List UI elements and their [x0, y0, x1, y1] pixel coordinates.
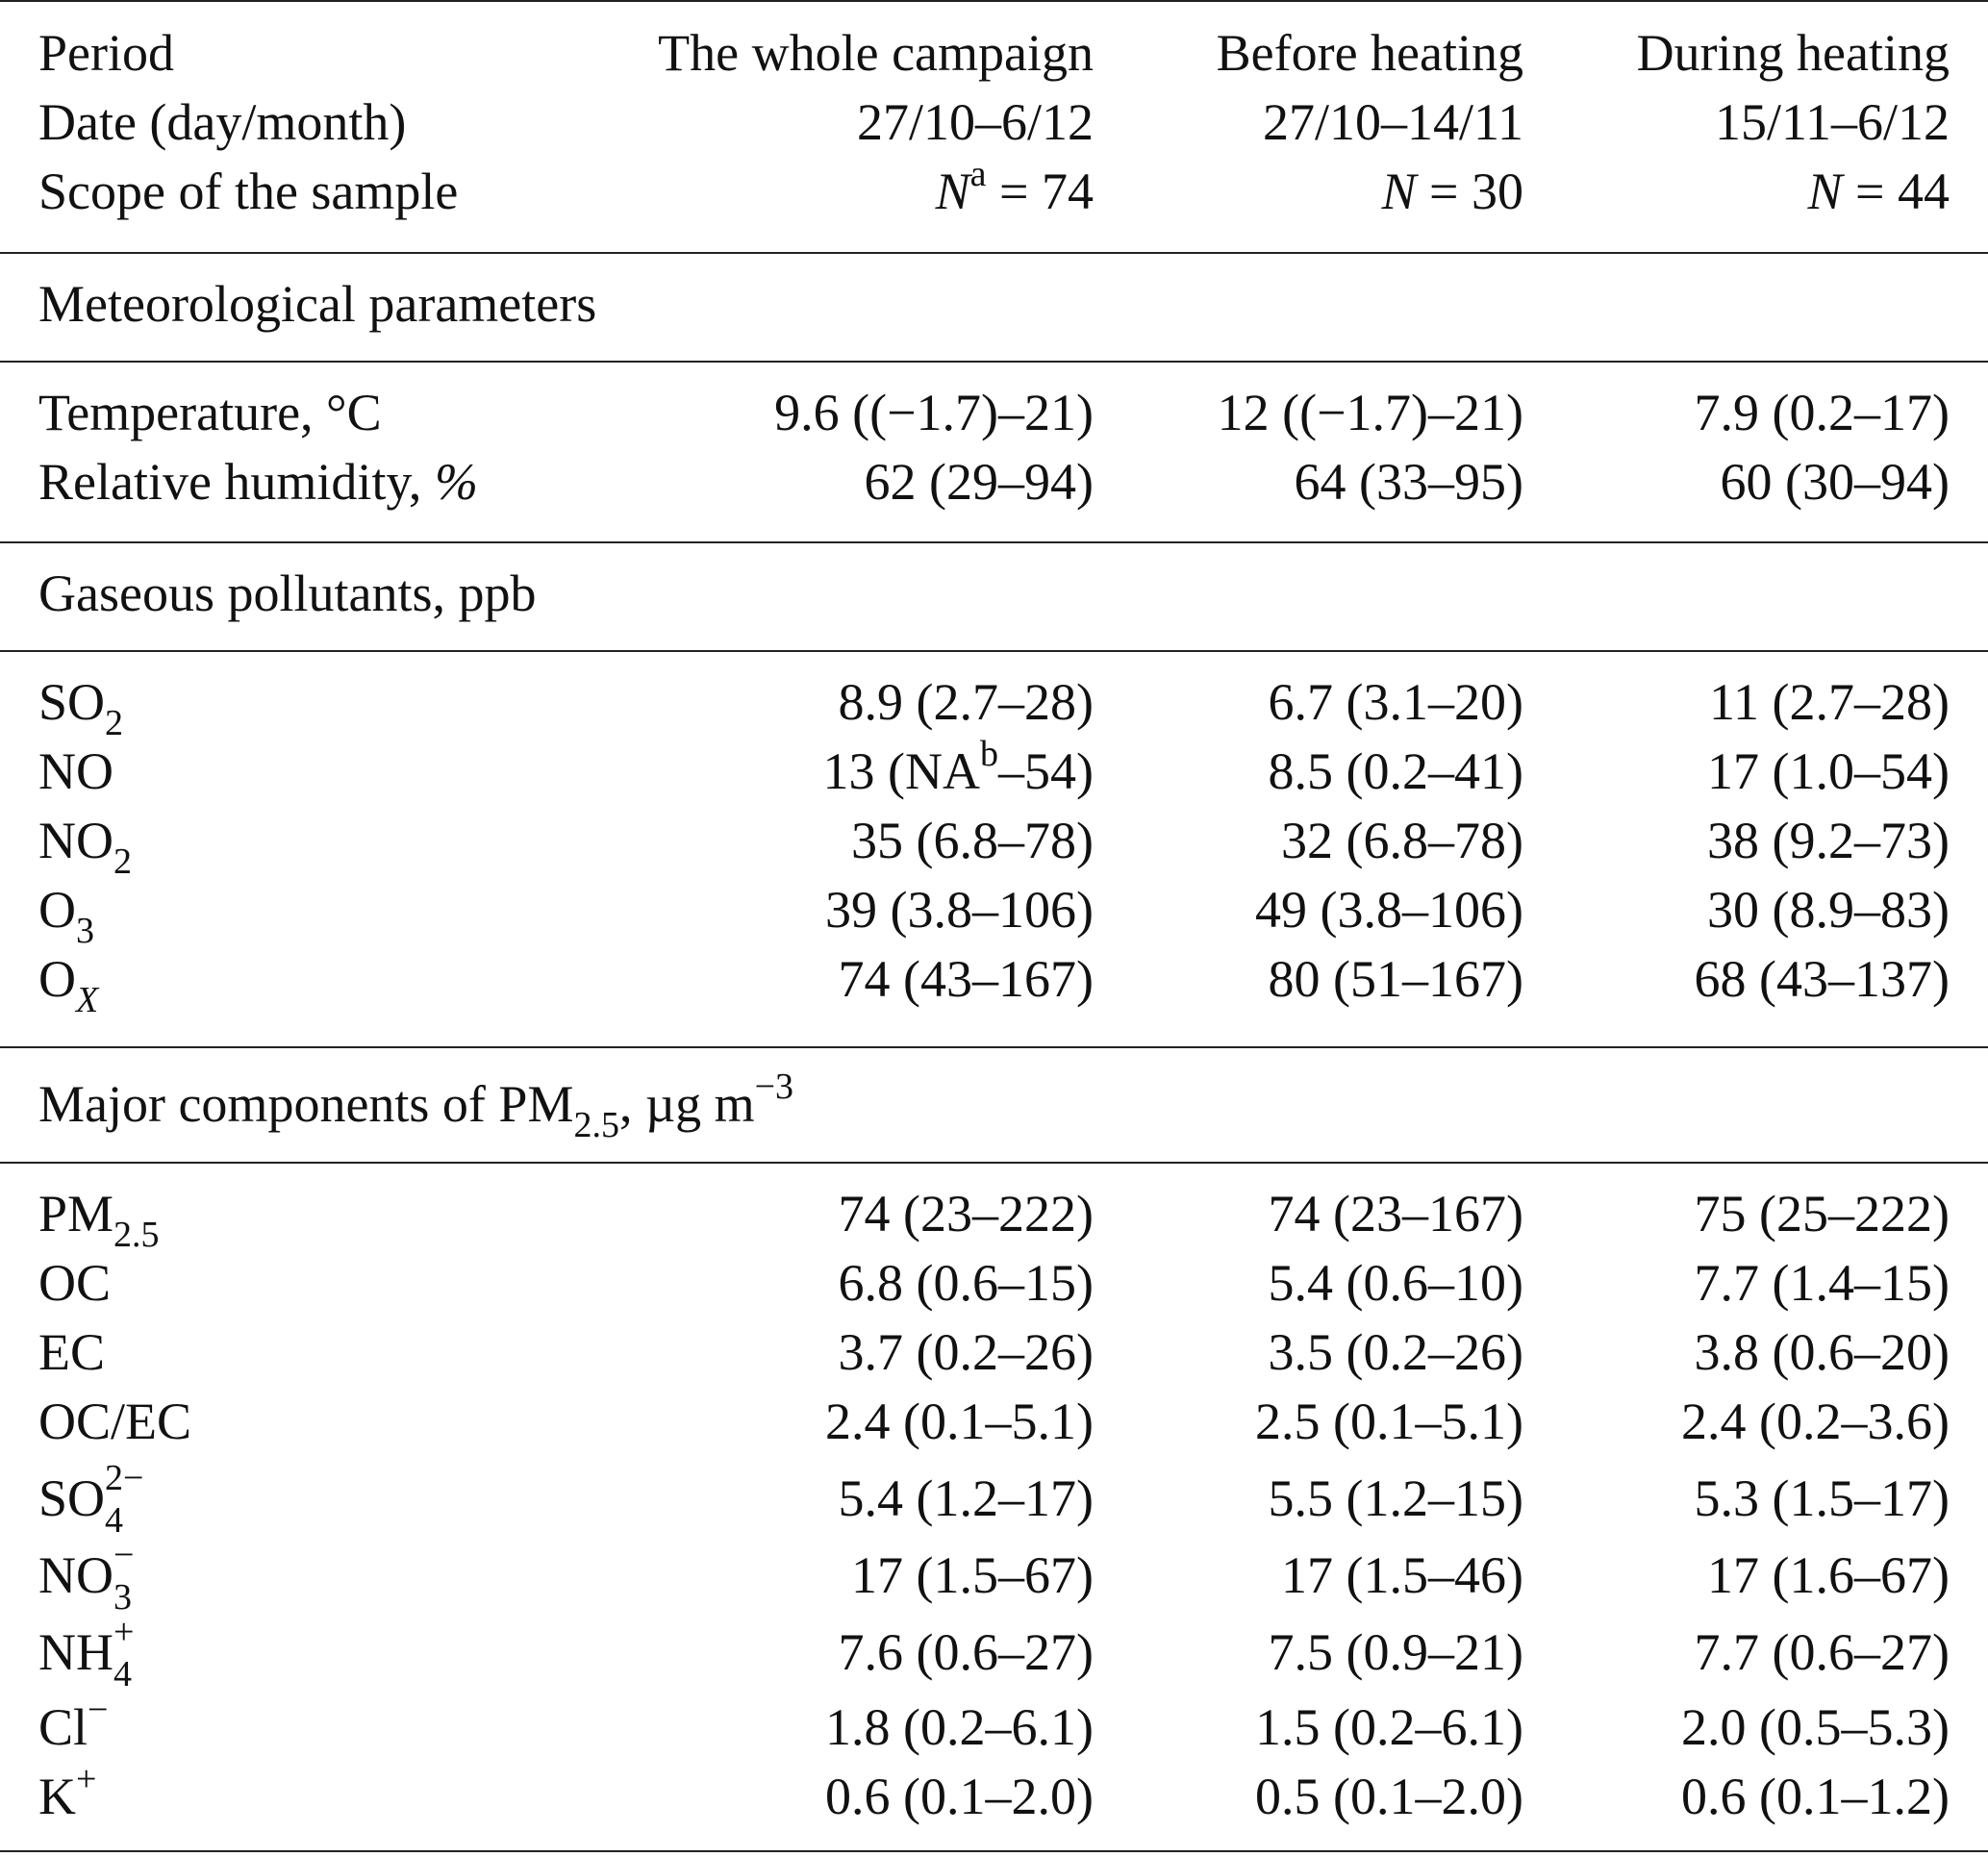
table-row-ox: [0, 944, 1988, 1020]
table-row-ec: [0, 1317, 1988, 1387]
table-row-no2: [0, 806, 1988, 882]
cell-whole: 62 (29–94): [864, 453, 1094, 511]
cell-whole: 35 (6.8–78): [851, 812, 1094, 869]
sample-size-symbol: N: [1807, 163, 1843, 220]
cell-whole: [822, 734, 1094, 806]
row-label: [38, 1179, 160, 1255]
formula-charge-index: [113, 1535, 142, 1618]
cell-before: 74 (23–167): [1268, 1185, 1523, 1242]
row-label: [38, 1535, 142, 1618]
section-rule: [0, 1162, 1988, 1164]
cell-before: 49 (3.8–106): [1255, 881, 1523, 939]
cell-text: 13 (NA: [822, 742, 981, 800]
header-row-scope: [0, 154, 1988, 226]
formula-superscript: −: [113, 1535, 135, 1575]
formula-base: K: [38, 1768, 76, 1825]
table-row-k: [0, 1759, 1988, 1831]
formula-subscript: 3: [76, 911, 94, 951]
table-row-pm25: [0, 1179, 1988, 1255]
cell-during: 5.3 (1.5–17): [1694, 1469, 1950, 1527]
section-title-text: [38, 1067, 794, 1145]
row-label: [38, 1759, 97, 1831]
table-row-cl: [0, 1690, 1988, 1762]
formula-base: PM: [38, 1185, 114, 1242]
cell-during: 30 (8.9–83): [1707, 881, 1950, 939]
cell-whole: 3.7 (0.2–26): [838, 1323, 1094, 1381]
cell-whole: 1.8 (0.2–6.1): [825, 1698, 1094, 1756]
section-title-text: Meteorological parameters: [38, 275, 597, 333]
cell-whole: 17 (1.5–67): [851, 1546, 1094, 1604]
table-row-so4: [0, 1458, 1988, 1541]
row-label: [38, 875, 94, 951]
header-period-label: Period: [38, 24, 174, 82]
cell-before: 1.5 (0.2–6.1): [1255, 1698, 1523, 1756]
cell-during: 7.7 (1.4–15): [1694, 1254, 1950, 1312]
sample-size-value: = 30: [1416, 163, 1523, 220]
header-period-whole: The whole campaign: [658, 24, 1094, 82]
formula-superscript: +: [76, 1759, 97, 1799]
cell-during: 17 (1.6–67): [1707, 1546, 1950, 1604]
section-title-pm25: [0, 1067, 1988, 1145]
formula-base: Cl: [38, 1698, 88, 1756]
section-rule: [0, 541, 1988, 543]
cell-before: 12 ((−1.7)–21): [1217, 384, 1523, 441]
header-row-date: [0, 88, 1988, 157]
cell-whole: 0.6 (0.1–2.0): [825, 1768, 1094, 1825]
table-bottom-rule: [0, 1850, 1988, 1852]
cell-before: 7.5 (0.9–21): [1268, 1623, 1523, 1681]
row-label: [38, 667, 124, 743]
footnote-marker-b: b: [980, 734, 999, 774]
row-label: OC: [38, 1254, 112, 1312]
cell-during: 2.0 (0.5–5.3): [1681, 1698, 1950, 1756]
header-date-whole: 27/10–6/12: [856, 93, 1094, 151]
section-title-gaseous: [0, 559, 1988, 628]
cell-before: 32 (6.8–78): [1281, 812, 1523, 869]
cell-during: 7.7 (0.6–27): [1694, 1623, 1950, 1681]
section-title-text: Gaseous pollutants, ppb: [38, 565, 537, 622]
header-row-period: [0, 18, 1988, 88]
table-row-nh4: [0, 1612, 1988, 1694]
table-row-oc: [0, 1248, 1988, 1317]
row-label: [38, 1612, 142, 1694]
header-date-label: Date (day/month): [38, 93, 407, 151]
section-rule: [0, 1046, 1988, 1048]
formula-base: O: [38, 950, 76, 1008]
cell-during: 0.6 (0.1–1.2): [1681, 1768, 1950, 1825]
formula-subscript: 3: [113, 1577, 132, 1618]
row-label-unit: %: [434, 453, 478, 511]
header-date-before: 27/10–14/11: [1262, 93, 1523, 151]
row-label: [38, 1458, 163, 1541]
cell-whole: 9.6 ((−1.7)–21): [774, 384, 1094, 441]
cell-during: 11 (2.7–28): [1709, 673, 1950, 731]
sample-size-symbol: N: [1381, 163, 1417, 220]
table-row-no3: [0, 1535, 1988, 1618]
row-label: [38, 447, 478, 516]
cell-whole: 8.9 (2.7–28): [838, 673, 1094, 731]
cell-during: 60 (30–94): [1720, 453, 1950, 511]
section-title-superscript: −3: [754, 1067, 794, 1107]
cell-whole: 74 (43–167): [838, 950, 1094, 1008]
cell-during: 2.4 (0.2–3.6): [1681, 1393, 1950, 1450]
cell-before: 8.5 (0.2–41): [1268, 742, 1523, 800]
section-title-part: Major components of PM: [38, 1075, 574, 1133]
cell-whole: 74 (23–222): [838, 1185, 1094, 1242]
sample-size-value: = 74: [986, 163, 1094, 220]
formula-subscript: 2.5: [113, 1215, 160, 1255]
cell-during: 3.8 (0.6–20): [1694, 1323, 1950, 1381]
formula-base: SO: [38, 673, 106, 731]
cell-during: 68 (43–137): [1694, 950, 1950, 1008]
header-bottom-rule: [0, 252, 1988, 254]
section-rule: [0, 361, 1988, 363]
formula-superscript: +: [113, 1612, 135, 1652]
cell-before: 2.5 (0.1–5.1): [1255, 1393, 1523, 1450]
table-top-rule: [0, 0, 1988, 2]
formula-charge-index: [113, 1612, 142, 1694]
cell-during: 7.9 (0.2–17): [1694, 384, 1950, 441]
row-label: OC/EC: [38, 1393, 192, 1450]
cell-before: 17 (1.5–46): [1281, 1546, 1523, 1604]
cell-before: 6.7 (3.1–20): [1268, 673, 1523, 731]
formula-subscript: X: [76, 980, 99, 1020]
cell-during: 17 (1.0–54): [1707, 742, 1950, 800]
sample-size-value: = 44: [1842, 163, 1950, 220]
cell-before: 80 (51–167): [1268, 950, 1523, 1008]
table-row-so2: [0, 667, 1988, 743]
formula-base: NO: [38, 812, 113, 869]
table-row-no: [0, 734, 1988, 806]
cell-text: –54): [998, 742, 1094, 800]
row-label-text: Relative humidity,: [38, 453, 435, 511]
header-period-during: During heating: [1636, 24, 1950, 82]
formula-subscript: 2: [113, 841, 132, 882]
row-label: [38, 806, 132, 882]
table-row-oc-ec: [0, 1387, 1988, 1456]
header-scope-whole: [935, 154, 1094, 226]
formula-subscript: 4: [105, 1500, 124, 1541]
footnote-marker-a: a: [969, 154, 987, 194]
formula-superscript: 2−: [105, 1458, 144, 1498]
cell-whole: 2.4 (0.1–5.1): [825, 1393, 1094, 1450]
formula-base: O: [38, 881, 76, 939]
header-scope-during: [1808, 157, 1950, 226]
cell-during: 75 (25–222): [1694, 1185, 1950, 1242]
cell-before: 5.5 (1.2–15): [1268, 1469, 1523, 1527]
header-date-during: 15/11–6/12: [1714, 93, 1950, 151]
row-label: EC: [38, 1323, 106, 1381]
cell-whole: 6.8 (0.6–15): [838, 1254, 1094, 1312]
table-row-o3: [0, 875, 1988, 951]
row-label: Temperature, °C: [38, 384, 382, 441]
cell-whole: 5.4 (1.2–17): [838, 1469, 1094, 1527]
row-label: NO: [38, 742, 113, 800]
formula-base: SO: [38, 1469, 106, 1527]
section-title-meteorological: [0, 269, 1988, 339]
row-label: [38, 944, 99, 1020]
sample-size-symbol: N: [935, 163, 970, 220]
cell-whole: 39 (3.8–106): [825, 881, 1094, 939]
cell-during: 38 (9.2–73): [1707, 812, 1950, 869]
formula-subscript: 4: [113, 1654, 132, 1694]
section-title-part: , µg m: [618, 1075, 755, 1133]
cell-before: 5.4 (0.6–10): [1268, 1254, 1523, 1312]
header-scope-before: [1382, 157, 1524, 226]
cell-before: 3.5 (0.2–26): [1268, 1323, 1523, 1381]
formula-charge-index: [105, 1458, 163, 1541]
header-period-before: Before heating: [1216, 24, 1523, 82]
cell-whole: 7.6 (0.6–27): [838, 1623, 1094, 1681]
formula-base: NO: [38, 1546, 113, 1604]
cell-before: 64 (33–95): [1294, 453, 1523, 511]
header-scope-label: Scope of the sample: [38, 163, 459, 220]
formula-superscript: −: [88, 1690, 109, 1730]
section-title-subscript: 2.5: [573, 1105, 619, 1145]
row-label: [38, 1690, 109, 1762]
table-row-humidity: [0, 447, 1988, 516]
section-rule: [0, 650, 1988, 652]
formula-base: NH: [38, 1623, 113, 1681]
table-row-temperature: [0, 378, 1988, 447]
cell-before: 0.5 (0.1–2.0): [1255, 1768, 1523, 1825]
formula-subscript: 2: [105, 703, 124, 743]
